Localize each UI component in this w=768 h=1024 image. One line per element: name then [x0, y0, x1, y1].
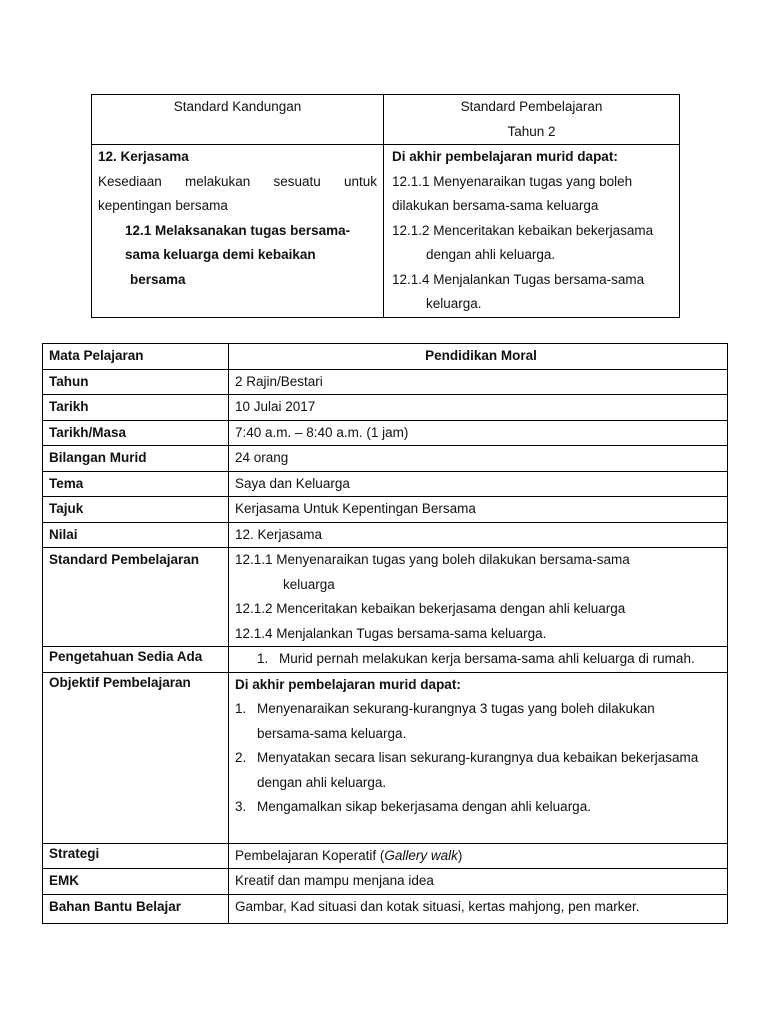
standard-pembelajaran-cell [384, 145, 680, 318]
value-tajuk: Kerjasama Untuk Kepentingan Bersama [229, 497, 728, 523]
label-pengetahuan-sedia-ada: Pengetahuan Sedia Ada [43, 647, 229, 673]
label-objektif-pembelajaran: Objektif Pembelajaran [43, 672, 229, 843]
pembelajaran-item: dilakukan bersama-sama keluarga [392, 198, 599, 213]
list-number: 1. [257, 651, 269, 666]
header-standard-kandungan [92, 95, 384, 145]
label-nilai: Nilai [43, 522, 229, 548]
strategi-text: Pembelajaran Koperatif ( [235, 847, 385, 863]
objektif-text: Mengamalkan sikap bekerjasama dengan ahli keluarga. [257, 799, 591, 814]
header-text: Standard Kandungan [173, 99, 302, 114]
value-strategi [229, 843, 728, 869]
objektif-title: Di akhir pembelajaran murid dapat: [235, 676, 461, 692]
value-pengetahuan-sedia-ada [229, 647, 728, 673]
value-bahan-bantu-belajar: Gambar, Kad situasi dan kotak situasi, kertas mahjong, pen marker. [229, 894, 728, 923]
pembelajaran-title: Di akhir pembelajaran murid dapat: [392, 149, 618, 164]
objektif-item [235, 795, 727, 820]
value-nilai: 12. Kerjasama [229, 522, 728, 548]
label-emk: EMK [43, 869, 229, 895]
objektif-text: bersama-sama keluarga. [257, 725, 407, 741]
standard-table [91, 94, 680, 318]
list-number: 3. [235, 799, 247, 814]
label-standard-pembelajaran: Standard Pembelajaran [43, 548, 229, 647]
value-tema: Saya dan Keluarga [229, 471, 728, 497]
standard-item: 12.1.4 Menjalankan Tugas bersama-sama keluarga. [235, 625, 547, 641]
label-bilangan-murid: Bilangan Murid [43, 446, 229, 472]
standard-item: 12.1.1 Menyenaraikan tugas yang boleh dilakukan bersama-sama [235, 552, 630, 567]
list-number: 2. [235, 750, 247, 765]
strategi-italic: Gallery walk [384, 847, 458, 863]
standard-kandungan-cell [92, 145, 384, 318]
pembelajaran-item: 12.1.1 Menyenaraikan tugas yang boleh [392, 173, 633, 189]
value-standard-pembelajaran [229, 548, 728, 647]
value-masa: 7:40 a.m. – 8:40 a.m. (1 jam) [229, 420, 728, 446]
strategi-text: ) [457, 847, 463, 863]
kandungan-sub: sama keluarga demi kebaikan [125, 247, 316, 262]
value-objektif-pembelajaran [229, 672, 728, 843]
header-year: Tahun 2 [507, 123, 556, 139]
objektif-text: Menyatakan secara lisan sekurang-kurangnya dua kebaikan bekerjasama [257, 750, 699, 765]
label-bahan-bantu-belajar: Bahan Bantu Belajar [43, 894, 229, 923]
label-tajuk: Tajuk [43, 497, 229, 523]
value-tarikh: 10 Julai 2017 [229, 395, 728, 421]
header-standard-pembelajaran [384, 95, 680, 145]
objektif-item [235, 697, 727, 722]
label-tarikh: Tarikh [43, 395, 229, 421]
pembelajaran-item: keluarga. [426, 296, 482, 311]
kandungan-sub: bersama [130, 271, 186, 287]
objektif-item [235, 746, 727, 771]
value-emk: Kreatif dan mampu menjana idea [229, 869, 728, 895]
value-tahun: 2 Rajin/Bestari [229, 369, 728, 395]
kandungan-title: 12. Kerjasama [98, 149, 189, 164]
pembelajaran-item: dengan ahli keluarga. [426, 247, 556, 262]
label-tema: Tema [43, 471, 229, 497]
pengetahuan-text: Murid pernah melakukan kerja bersama-sama ahli keluarga di rumah. [279, 651, 695, 666]
header-text: Standard Pembelajaran [460, 99, 603, 114]
standard-item: 12.1.2 Menceritakan kebaikan bekerjasama dengan ahli keluarga [235, 601, 626, 616]
kandungan-desc: Kesediaan melakukan sesuatu untuk [98, 173, 377, 189]
pembelajaran-item: 12.1.2 Menceritakan kebaikan bekerjasama [392, 222, 654, 238]
label-tahun: Tahun [43, 369, 229, 395]
kandungan-sub: 12.1 Melaksanakan tugas bersama- [125, 222, 351, 238]
label-strategi: Strategi [43, 843, 229, 869]
objektif-text: Menyenaraikan sekurang-kurangnya 3 tugas yang boleh dilakukan [257, 701, 655, 716]
label-mata-pelajaran: Mata Pelajaran [43, 344, 229, 370]
lesson-plan-table [42, 343, 728, 924]
kandungan-desc: kepentingan bersama [98, 198, 228, 213]
standard-item: keluarga [283, 576, 335, 592]
value-mata-pelajaran: Pendidikan Moral [229, 344, 728, 370]
objektif-text: dengan ahli keluarga. [257, 774, 387, 790]
value-bilangan-murid: 24 orang [229, 446, 728, 472]
label-masa: Tarikh/Masa [43, 420, 229, 446]
pembelajaran-item: 12.1.4 Menjalankan Tugas bersama-sama [392, 271, 645, 287]
list-number: 1. [235, 701, 247, 716]
